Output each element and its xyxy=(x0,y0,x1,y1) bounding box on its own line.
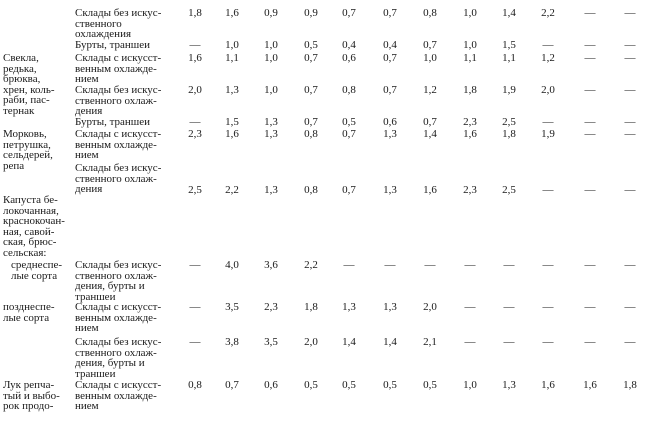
table-cell: 1,6 xyxy=(188,52,202,64)
table-cell: 1,6 xyxy=(463,128,477,140)
table-cell: 1,0 xyxy=(225,39,239,51)
storage-method: Бурты, траншеи xyxy=(75,116,151,128)
table-cell: — xyxy=(584,128,596,140)
table-cell: 0,9 xyxy=(304,7,318,19)
table-cell: — xyxy=(584,52,596,64)
table-cell: — xyxy=(503,336,515,348)
table-cell: 1,0 xyxy=(463,7,477,19)
table-cell: 1,0 xyxy=(264,52,278,64)
table-cell: 2,1 xyxy=(423,336,437,348)
table-cell: 2,3 xyxy=(463,184,477,196)
table-cell: 1,5 xyxy=(225,116,239,128)
table-cell: 2,0 xyxy=(423,301,437,313)
table-cell: 0,6 xyxy=(383,116,397,128)
table-cell: 1,3 xyxy=(383,128,397,140)
table-cell: 0,8 xyxy=(304,128,318,140)
table-cell: — xyxy=(542,259,554,271)
table-cell: — xyxy=(384,259,396,271)
table-cell: 0,8 xyxy=(304,184,318,196)
table-cell: 0,7 xyxy=(383,84,397,96)
table-cell: 2,2 xyxy=(225,184,239,196)
table-cell: 0,4 xyxy=(342,39,356,51)
table-cell: 0,7 xyxy=(423,116,437,128)
table-cell: — xyxy=(189,39,201,51)
table-cell: — xyxy=(503,301,515,313)
table-cell: 2,3 xyxy=(264,301,278,313)
table-cell: 0,8 xyxy=(342,84,356,96)
table-cell: — xyxy=(343,259,355,271)
table-cell: 0,8 xyxy=(188,379,202,391)
table-cell: 0,9 xyxy=(264,7,278,19)
table-cell: 1,6 xyxy=(423,184,437,196)
table-cell: — xyxy=(189,336,201,348)
table-cell: — xyxy=(464,259,476,271)
storage-method: Склады без искус- ственного охлаж- дения, бурты и траншеи xyxy=(75,336,162,380)
table-cell: — xyxy=(189,116,201,128)
table-cell: — xyxy=(464,336,476,348)
table-cell: — xyxy=(464,301,476,313)
table-cell: — xyxy=(584,184,596,196)
table-cell: — xyxy=(584,116,596,128)
storage-method: Склады без искус- ственного охлаж- дения, бурты и траншеи xyxy=(75,259,162,303)
table-cell: — xyxy=(624,52,636,64)
table-cell: 4,0 xyxy=(225,259,239,271)
product-name: позднеспе- лые сорта xyxy=(3,301,55,324)
table-cell: — xyxy=(542,301,554,313)
table-cell: 1,1 xyxy=(225,52,239,64)
product-name: Морковь, петрушка, сельдерей, репа xyxy=(3,128,53,172)
table-cell: 1,9 xyxy=(502,84,516,96)
table-cell: 3,5 xyxy=(225,301,239,313)
storage-method: Склады без искус- ственного охлаж- дения xyxy=(75,84,162,118)
table-cell: 1,8 xyxy=(304,301,318,313)
table-cell: 1,8 xyxy=(502,128,516,140)
product-name: среднеспе- лые сорта xyxy=(11,259,63,282)
table-cell: — xyxy=(624,39,636,51)
table-cell: 2,3 xyxy=(463,116,477,128)
storage-method: Склады с искусст- венным охлажде- нием xyxy=(75,379,162,413)
table-cell: 1,4 xyxy=(502,7,516,19)
table-cell: 2,2 xyxy=(541,7,555,19)
table-cell: 2,5 xyxy=(502,184,516,196)
table-cell: 1,8 xyxy=(463,84,477,96)
table-cell: 0,7 xyxy=(304,116,318,128)
table-cell: 1,3 xyxy=(383,301,397,313)
table-cell: 2,0 xyxy=(541,84,555,96)
table-cell: 1,4 xyxy=(342,336,356,348)
table-cell: 1,1 xyxy=(463,52,477,64)
table-cell: 0,7 xyxy=(342,7,356,19)
table-cell: 0,8 xyxy=(423,7,437,19)
table-cell: 0,5 xyxy=(342,379,356,391)
table-cell: 3,6 xyxy=(264,259,278,271)
table-cell: 1,4 xyxy=(383,336,397,348)
table-cell: 2,2 xyxy=(304,259,318,271)
table-cell: — xyxy=(424,259,436,271)
table-cell: 0,7 xyxy=(342,184,356,196)
storage-method: Бурты, траншеи xyxy=(75,39,151,51)
table-cell: 1,0 xyxy=(423,52,437,64)
product-name: Лук репча- тый и выбо- рок продо- xyxy=(3,379,60,413)
table-cell: 0,7 xyxy=(383,52,397,64)
storage-method: Склады без искус- ственного охлаждения xyxy=(75,7,162,41)
table-cell: — xyxy=(624,84,636,96)
table-cell: 2,5 xyxy=(188,184,202,196)
table-cell: 2,3 xyxy=(188,128,202,140)
table-cell: 0,6 xyxy=(342,52,356,64)
table-cell: — xyxy=(189,259,201,271)
table-cell: 0,7 xyxy=(423,39,437,51)
table-cell: 1,6 xyxy=(225,7,239,19)
table-cell: — xyxy=(584,259,596,271)
table-cell: 1,3 xyxy=(225,84,239,96)
table-cell: — xyxy=(624,184,636,196)
table-cell: 1,0 xyxy=(463,379,477,391)
table-cell: 1,2 xyxy=(541,52,555,64)
table-cell: 1,6 xyxy=(225,128,239,140)
table-cell: 0,5 xyxy=(342,116,356,128)
table-cell: 1,4 xyxy=(423,128,437,140)
table-cell: 0,4 xyxy=(383,39,397,51)
table-cell: 1,3 xyxy=(383,184,397,196)
table-cell: — xyxy=(624,259,636,271)
table-cell: 0,7 xyxy=(304,84,318,96)
table-cell: 1,3 xyxy=(264,184,278,196)
table-cell: — xyxy=(584,84,596,96)
table-cell: 1,8 xyxy=(623,379,637,391)
table-cell: 2,0 xyxy=(304,336,318,348)
table-cell: 0,7 xyxy=(225,379,239,391)
table-cell: 1,3 xyxy=(264,128,278,140)
table-cell: — xyxy=(624,7,636,19)
table-cell: — xyxy=(584,301,596,313)
table-cell: — xyxy=(624,301,636,313)
table-cell: — xyxy=(189,301,201,313)
table-cell: 0,5 xyxy=(304,379,318,391)
table-cell: 1,0 xyxy=(463,39,477,51)
table-cell: — xyxy=(624,336,636,348)
table-cell: — xyxy=(542,39,554,51)
table-cell: 0,5 xyxy=(383,379,397,391)
table-cell: — xyxy=(542,184,554,196)
table-cell: 3,8 xyxy=(225,336,239,348)
table-cell: — xyxy=(584,336,596,348)
table-cell: 0,7 xyxy=(383,7,397,19)
table-cell: 0,7 xyxy=(304,52,318,64)
table-cell: 1,1 xyxy=(502,52,516,64)
storage-method: Склады с искусст- венным охлажде- нием xyxy=(75,301,162,335)
table-cell: 1,3 xyxy=(342,301,356,313)
table-cell: 2,5 xyxy=(502,116,516,128)
storage-method: Склады с искусст- венным охлажде- нием xyxy=(75,52,162,86)
table-cell: 0,5 xyxy=(304,39,318,51)
table-cell: — xyxy=(584,7,596,19)
table-cell: 1,6 xyxy=(541,379,555,391)
table-cell: 1,0 xyxy=(264,84,278,96)
table-cell: — xyxy=(542,116,554,128)
table-cell: 3,5 xyxy=(264,336,278,348)
table-cell: — xyxy=(624,116,636,128)
table-cell: 1,8 xyxy=(188,7,202,19)
storage-method: Склады без искус- ственного охлаж- дения xyxy=(75,162,162,196)
table-cell: 2,0 xyxy=(188,84,202,96)
storage-method: Склады с искусст- венным охлажде- нием xyxy=(75,128,162,162)
table-cell: 1,0 xyxy=(264,39,278,51)
table-cell: 0,6 xyxy=(264,379,278,391)
product-name: Капуста бе- локочанная, краснокочан- ная, савой- ская, брюс- сельская: xyxy=(3,194,65,259)
table-cell: 1,2 xyxy=(423,84,437,96)
table-cell: 1,5 xyxy=(502,39,516,51)
table-cell: 0,7 xyxy=(342,128,356,140)
table-cell: 1,9 xyxy=(541,128,555,140)
table-cell: — xyxy=(542,336,554,348)
table-cell: — xyxy=(624,128,636,140)
table-cell: — xyxy=(584,39,596,51)
table-cell: 0,5 xyxy=(423,379,437,391)
table-cell: 1,6 xyxy=(583,379,597,391)
product-name: Свекла, редька, брюква, хрен, коль- раби, пас- тернак xyxy=(3,52,55,117)
table-cell: 1,3 xyxy=(264,116,278,128)
table-cell: 1,3 xyxy=(502,379,516,391)
table-cell: — xyxy=(503,259,515,271)
